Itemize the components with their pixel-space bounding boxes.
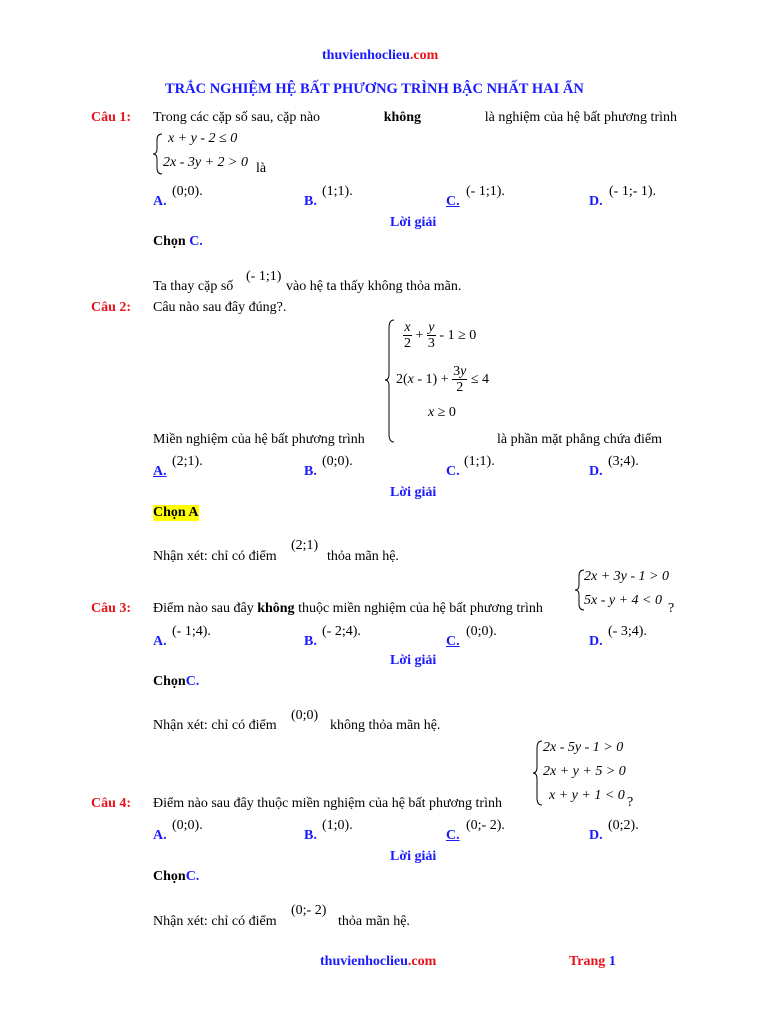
- q3-remark-a: Nhận xét: chỉ có điểm: [153, 718, 277, 733]
- q3-system-eq1: 2x + 3y - 1 > 0: [584, 569, 669, 584]
- q1-system-eq2: 2x - 3y + 2 > 0: [163, 155, 248, 170]
- q2-option-d-letter[interactable]: D.: [589, 464, 603, 479]
- q3-option-a-value[interactable]: (- 1;4).: [172, 624, 211, 639]
- q3-solution-label: Lời giải: [390, 653, 437, 668]
- q2-option-c-letter[interactable]: C.: [446, 464, 460, 479]
- q1-option-b-letter[interactable]: B.: [304, 194, 317, 209]
- q2-system-eq2: 2(x - 1) + $\frac{3y}{2}$ ≤ 4: [396, 364, 490, 396]
- q2-option-c-value[interactable]: (1;1).: [464, 454, 495, 469]
- q1-remark-b: vào hệ ta thấy không thỏa mãn.: [286, 279, 462, 294]
- q3-option-d-value[interactable]: (- 3;4).: [608, 624, 647, 639]
- q1-option-d-letter[interactable]: D.: [589, 194, 603, 209]
- q3-option-b-value[interactable]: (- 2;4).: [322, 624, 361, 639]
- q1-option-c-letter[interactable]: C.: [446, 194, 460, 209]
- page-number: 1: [608, 954, 616, 969]
- page-title: TRẮC NGHIỆM HỆ BẤT PHƯƠNG TRÌNH BẬC NHẤT HAI ẨN: [165, 81, 584, 97]
- q2-option-b-value[interactable]: (0;0).: [322, 454, 353, 469]
- q1-system-eq1: x + y - 2 ≤ 0: [168, 131, 238, 146]
- q4-option-d-letter[interactable]: D.: [589, 828, 603, 843]
- q3-option-b-letter[interactable]: B.: [304, 634, 317, 649]
- q1-option-b-value[interactable]: (1;1).: [322, 184, 353, 199]
- q1-label: Câu 1:: [91, 110, 132, 125]
- site-tld: .com: [409, 48, 439, 63]
- q2-system-brace: [384, 318, 396, 444]
- q2-text-a: Miền nghiệm của hệ bất phương trình: [153, 432, 365, 447]
- q3-system-eq2: 5x - y + 4 < 0: [584, 593, 662, 608]
- q1-remark-point: (- 1;1): [246, 269, 282, 284]
- q3-option-a-letter[interactable]: A.: [153, 634, 167, 649]
- q3-option-d-letter[interactable]: D.: [589, 634, 603, 649]
- q4-tail: ?: [627, 795, 634, 810]
- q3-tail: ?: [668, 601, 675, 616]
- q3-label: Câu 3:: [91, 601, 132, 616]
- q4-option-a-value[interactable]: (0;0).: [172, 818, 203, 833]
- q2-option-a-value[interactable]: (2;1).: [172, 454, 203, 469]
- q1-remark-a: Ta thay cặp số: [153, 279, 234, 294]
- q1-option-a-value[interactable]: (0;0).: [172, 184, 203, 199]
- q3-remark-b: không thỏa mãn hệ.: [330, 718, 441, 733]
- q4-chosen: ChọnC.: [153, 869, 200, 884]
- q3-option-c-value[interactable]: (0;0).: [466, 624, 497, 639]
- q2-label: Câu 2:: [91, 300, 132, 315]
- q1-solution-label: Lời giải: [390, 215, 437, 230]
- q1-option-c-value[interactable]: (- 1;1).: [466, 184, 505, 199]
- q2-system-eq3: x ≥ 0: [428, 405, 456, 420]
- q4-option-c-value[interactable]: (0;- 2).: [466, 818, 505, 833]
- q4-option-a-letter[interactable]: A.: [153, 828, 167, 843]
- q4-question: Điểm nào sau đây thuộc miền nghiệm của hệ bất phương trình: [153, 796, 502, 811]
- q3-question: Điểm nào sau đây không thuộc miền nghiệm của hệ bất phương trình: [153, 601, 543, 616]
- q3-chosen: ChọnC.: [153, 674, 200, 689]
- q1-tail: là: [256, 161, 267, 176]
- q4-option-d-value[interactable]: (0;2).: [608, 818, 639, 833]
- q2-question: Câu nào sau đây đúng?.: [153, 300, 287, 315]
- q2-option-a-letter[interactable]: A.: [153, 464, 167, 479]
- q4-system-eq2: 2x + y + 5 > 0: [543, 764, 626, 779]
- footer-page: [569, 954, 616, 970]
- q2-remark-a: Nhận xét: chỉ có điểm: [153, 549, 277, 564]
- q4-system-eq1: 2x - 5y - 1 > 0: [543, 740, 624, 755]
- q2-option-b-letter[interactable]: B.: [304, 464, 317, 479]
- q4-option-b-value[interactable]: (1;0).: [322, 818, 353, 833]
- q2-remark-point: (2;1): [291, 538, 319, 553]
- q2-text-b: là phần mặt phẳng chứa điểm: [497, 432, 663, 447]
- q2-solution-label: Lời giải: [390, 485, 437, 500]
- q3-option-c-letter[interactable]: C.: [446, 634, 460, 649]
- q1-option-a-letter[interactable]: A.: [153, 194, 167, 209]
- q4-remark-point: (0;- 2): [291, 903, 327, 918]
- q2-option-d-value[interactable]: (3;4).: [608, 454, 639, 469]
- q4-option-c-letter[interactable]: C.: [446, 828, 460, 843]
- q1-question: Trong các cặp số sau, cặp nào không là nghiệm của hệ bất phương trình: [153, 110, 677, 125]
- site-name: thuvienhoclieu: [322, 48, 410, 63]
- q4-remark-b: thỏa mãn hệ.: [338, 914, 410, 929]
- q4-remark-a: Nhận xét: chỉ có điểm: [153, 914, 277, 929]
- q4-label: Câu 4:: [91, 796, 132, 811]
- q2-remark-b: thỏa mãn hệ.: [327, 549, 399, 564]
- q4-option-b-letter[interactable]: B.: [304, 828, 317, 843]
- q1-option-d-value[interactable]: (- 1;- 1).: [609, 184, 657, 199]
- q4-solution-label: Lời giải: [390, 849, 437, 864]
- q2-system-eq1: $\frac{x}{2}$ + $\frac{y}{3}$ - 1 ≥ 0: [404, 320, 477, 352]
- q1-chosen: Chọn C.: [153, 234, 203, 249]
- header-site: [322, 48, 438, 64]
- q2-chosen: Chọn A: [153, 505, 199, 520]
- q3-remark-point: (0;0): [291, 708, 319, 723]
- footer-site: thuvienhoclieu.com: [320, 954, 437, 969]
- page-label: Trang: [569, 954, 606, 969]
- q4-system-eq3: x + y + 1 < 0: [549, 788, 625, 803]
